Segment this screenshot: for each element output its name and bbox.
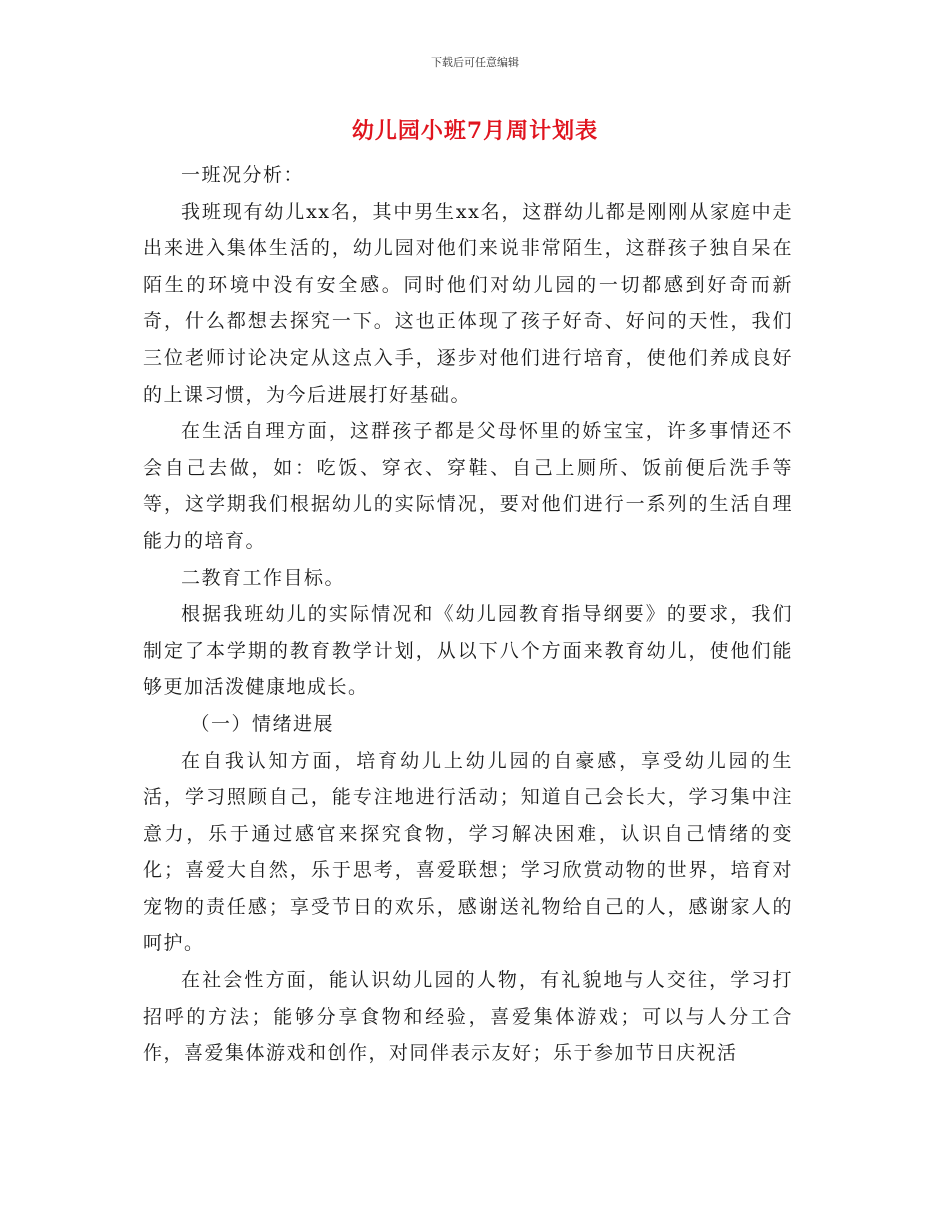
section-heading-class-analysis: 一班况分析： xyxy=(181,164,305,186)
paragraph: 我班现有幼儿xx名，其中男生xx名，这群幼儿都是刚刚从家庭中走出来进入集体生活的，幼儿园对他们来说非常陌生，这群孩子独自呆在陌生的环境中没有安全感。同时他们对幼儿园的一切都感到好奇而新奇，什么都想去探究一下。这也正体现了孩子好奇、好问的天性，我们三位老师讨论决定从这点入手，逐步对他们进行培育，使他们养成良好的上课习惯，为今后进展打好基础。 xyxy=(143,200,793,406)
subsection-heading-emotional-development: （一）情绪进展 xyxy=(190,712,335,735)
paragraph: 在生活自理方面，这群孩子都是父母怀里的娇宝宝，许多事情还不会自己去做，如：吃饭、穿衣、穿鞋、自己上厕所、饭前便后洗手等等，这学期我们根据幼儿的实际情况，要对他们进行一系列的生活自理能力的培育。 xyxy=(143,420,793,552)
paragraph: 在社会性方面，能认识幼儿园的人物，有礼貌地与人交往，学习打招呼的方法；能够分享食物和经验，喜爱集体游戏；可以与人分工合作，喜爱集体游戏和创作，对同伴表示友好；乐于参加节日庆祝活 xyxy=(143,969,793,1065)
paragraph: 在自我认知方面，培育幼儿上幼儿园的自豪感，享受幼儿园的生活，学习照顾自己，能专注地进行活动；知道自己会长大，学习集中注意力，乐于通过感官来探究食物，学习解决困难，认识自己情绪的变化；喜爱大自然，乐于思考，喜爱联想；学习欣赏动物的世界，培育对宠物的责任感；享受节日的欢乐，感谢送礼物给自己的人，感谢家人的呵护。 xyxy=(143,749,793,955)
document-body xyxy=(143,157,793,1072)
page-header-note: 下载后可任意编辑 xyxy=(431,56,519,69)
section-heading-education-goals: 二教育工作目标。 xyxy=(181,566,346,589)
document-title: 幼儿园小班7月周计划表 xyxy=(351,118,599,144)
paragraph: 根据我班幼儿的实际情况和《幼儿园教育指导纲要》的要求，我们制定了本学期的教育教学计划，从以下八个方面来教育幼儿，使他们能够更加活泼健康地成长。 xyxy=(143,603,793,699)
